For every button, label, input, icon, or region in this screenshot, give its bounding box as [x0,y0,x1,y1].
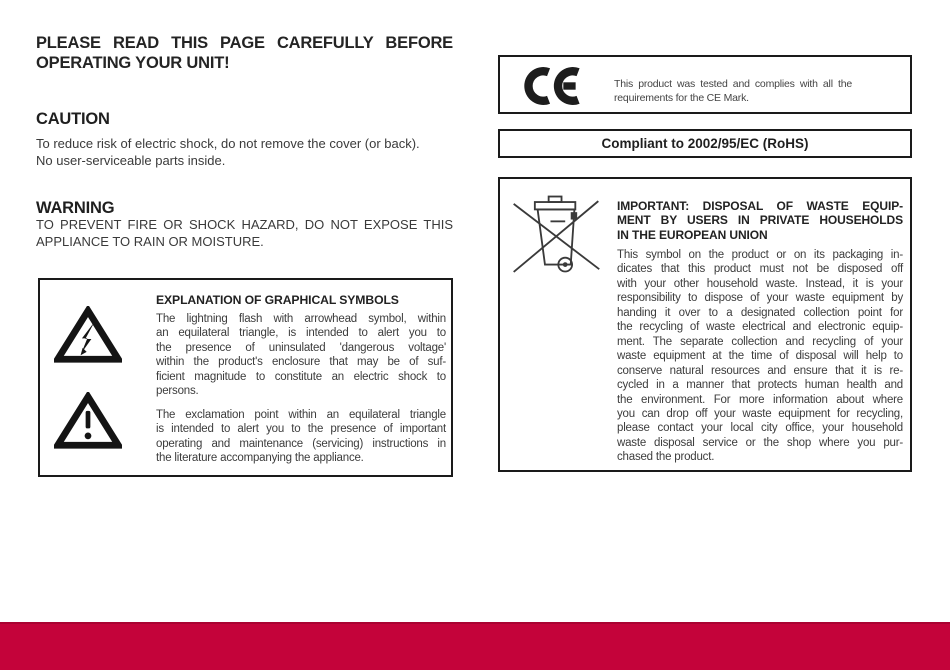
weee-title: IMPORTANT: DISPOSAL OF WASTE EQUIP- MENT BY USERS IN PRIVATE HOUSEHOLDS IN THE EUROPEAN UNION [617,199,903,242]
lightning-triangle-icon [54,306,122,369]
ce-compliance-text: This product was tested and complies with all the requirements for the CE Mark. [614,78,852,105]
ce-mark-box [498,55,912,114]
graphical-symbols-title: EXPLANATION OF GRAPHICAL SYMBOLS [156,293,399,307]
warning-text: TO PREVENT FIRE OR SHOCK HAZARD, DO NOT EXPOSE THIS APPLIANCE TO RAIN OR MOISTURE. [36,217,453,249]
exclamation-triangle-icon [54,392,122,455]
caution-text: To reduce risk of electric shock, do not remove the cover (or back). No user-serviceable parts inside. [36,136,420,168]
weee-body-text: This symbol on the product or on its packaging in- dicates that this product must not be disposed off with your other household waste. Instead, it is your responsibility to dispose of your waste equipment by handing it over to a designated collection point for the recycling of waste electrical and electronic equip- ment. The separate collection and recycling of your waste equipment at the time of disposal will help to conserve natural resources and ensure that it is re- cycled in a manner that protects human health and the environment. For more information about where you can drop off your waste equipment for recycling, please contact your local city office, your household waste disposal service or the shop where you pur- chased the product. [617,249,903,464]
caution-title: CAUTION [36,110,110,128]
lightning-symbol-explanation: The lightning flash with arrowhead symbol, within an equilateral triangle, is intended to alert you to the presence of uninsulated 'dangerous voltage' within the product's enclosure that may be of suf- ficient magnitude to constitute an electric shock to persons. [156,313,446,398]
crossed-out-wheelie-bin-icon [510,191,602,288]
rohs-box [498,129,912,158]
weee-disposal-box [498,177,912,472]
warning-title: WARNING [36,199,115,217]
footer-accent-bar [0,622,950,670]
graphical-symbols-box [38,278,453,477]
ce-mark-icon [520,64,584,113]
rohs-compliance-text: Compliant to 2002/95/EC (RoHS) [601,136,809,151]
page-title: PLEASE READ THIS PAGE CAREFULLY BEFORE OPERATING YOUR UNIT! [36,34,453,72]
exclamation-symbol-explanation: The exclamation point within an equilateral triangle is intended to alert you to the presence of important operating and maintenance (servicing) instructions in the literature accompanying the appliance. [156,409,446,465]
